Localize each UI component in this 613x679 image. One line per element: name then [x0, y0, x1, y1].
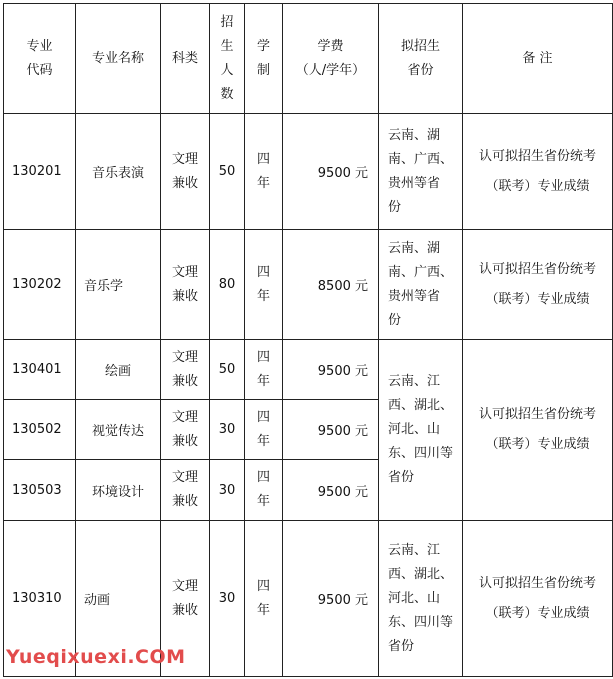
- header-major-name: 专业名称: [76, 4, 161, 114]
- tuition-fee: 9500 元: [283, 114, 379, 230]
- province-list: 云南、江 西、湖北、 河北、山 东、四川等 省份: [379, 521, 463, 677]
- duration: 四 年: [245, 230, 283, 340]
- province-list: 云南、湖 南、广西、 贵州等省 份: [379, 230, 463, 340]
- header-major-code-line: 专业 代码: [26, 38, 53, 78]
- table-row: [4, 114, 613, 230]
- header-major-code: [4, 4, 76, 114]
- province-list: 云南、江 西、湖北、 河北、山 东、四川等 省份: [379, 340, 463, 521]
- tuition-fee: 9500 元: [283, 460, 379, 521]
- table-row: [4, 230, 613, 340]
- tuition-fee: 9500 元: [283, 400, 379, 460]
- header-duration: 学 制: [245, 4, 283, 114]
- subject-type: 文理 兼收: [161, 230, 210, 340]
- subject-type: 文理 兼收: [161, 400, 210, 460]
- enroll-count: 30: [210, 521, 245, 677]
- remark-text: 认可拟招生省份统考 （联考）专业成绩: [463, 340, 613, 521]
- major-name: 环境设计: [76, 460, 161, 521]
- header-provinces: 拟招生 省份: [379, 4, 463, 114]
- tuition-fee: 9500 元: [283, 521, 379, 677]
- major-code: 130201: [4, 114, 76, 230]
- tuition-fee: 9500 元: [283, 340, 379, 400]
- header-enrollment: 招 生 人 数: [210, 4, 245, 114]
- major-code: 130502: [4, 400, 76, 460]
- remark-text: 认可拟招生省份统考 （联考）专业成绩: [463, 114, 613, 230]
- header-tuition: 学费 （人/学年）: [283, 4, 379, 114]
- duration: 四 年: [245, 400, 283, 460]
- header-subject: 科类: [161, 4, 210, 114]
- subject-type: 文理 兼收: [161, 114, 210, 230]
- duration: 四 年: [245, 340, 283, 400]
- tuition-fee: 8500 元: [283, 230, 379, 340]
- header-row: [4, 4, 613, 114]
- major-code: 130202: [4, 230, 76, 340]
- site-watermark: Yueqixuexi.COM: [6, 646, 186, 668]
- major-name: 视觉传达: [76, 400, 161, 460]
- enroll-count: 80: [210, 230, 245, 340]
- enroll-count: 30: [210, 400, 245, 460]
- remark-text: 认可拟招生省份统考 （联考）专业成绩: [463, 521, 613, 677]
- table-row: [4, 340, 613, 400]
- major-code: 130503: [4, 460, 76, 521]
- enroll-count: 50: [210, 340, 245, 400]
- enroll-count: 30: [210, 460, 245, 521]
- major-name: 动画: [76, 521, 161, 677]
- province-list: 云南、湖 南、广西、 贵州等省 份: [379, 114, 463, 230]
- major-code: 130310: [4, 521, 76, 677]
- major-name: 音乐表演: [76, 114, 161, 230]
- subject-type: 文理 兼收: [161, 460, 210, 521]
- major-name: 绘画: [76, 340, 161, 400]
- enrollment-table: [3, 3, 613, 677]
- subject-type: 文理 兼收: [161, 340, 210, 400]
- duration: 四 年: [245, 521, 283, 677]
- remark-text: 认可拟招生省份统考 （联考）专业成绩: [463, 230, 613, 340]
- enroll-count: 50: [210, 114, 245, 230]
- major-name: 音乐学: [76, 230, 161, 340]
- duration: 四 年: [245, 114, 283, 230]
- major-code: 130401: [4, 340, 76, 400]
- header-remarks: 备 注: [463, 4, 613, 114]
- subject-type: 文理 兼收: [161, 521, 210, 677]
- duration: 四 年: [245, 460, 283, 521]
